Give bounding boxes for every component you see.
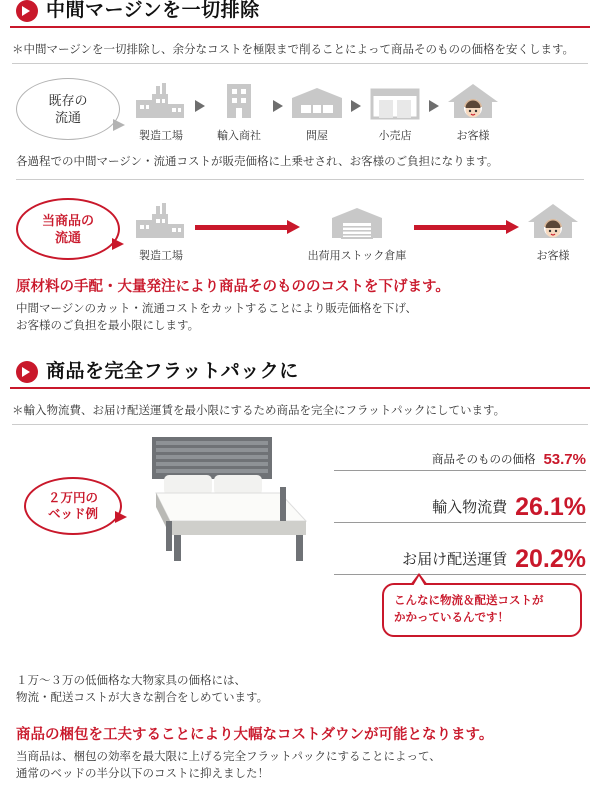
flow-node-label: 問屋 [306, 130, 328, 142]
arrow-right-red-icon [195, 222, 300, 232]
flow-node-label: 製造工場 [139, 130, 183, 142]
section2-note: ＊輸入物流費、お届け配送運賃を最小限にするため商品を完全にフラットパックにしています。 [12, 402, 588, 425]
cost-callout-line1: こんなに物流＆配送コストが [394, 595, 544, 607]
house-customer-icon [444, 78, 502, 122]
bed-photo [130, 435, 320, 580]
cost-callout-line2: かかっているんです！ [394, 612, 509, 624]
flow-node [130, 78, 192, 143]
bubble-tail-icon [113, 119, 125, 131]
flow-node [130, 198, 192, 263]
section2-header [10, 361, 590, 389]
arrow-right-red-icon [414, 222, 519, 232]
flow-node [364, 78, 426, 143]
bed-example-line1: ２万円の [47, 491, 98, 505]
section1-header [10, 0, 590, 28]
section1-title: 中間マージンを一切排除 [46, 0, 260, 21]
existing-flow-bubble-line1: 既存の [48, 93, 88, 108]
factory-icon [132, 198, 190, 242]
our-flow-bubble-line2: 流通 [54, 230, 81, 245]
section2-note-line1: １万〜３万の低価格な大物家具の価格には、 [16, 675, 246, 687]
flow-node [522, 198, 584, 263]
our-distribution-flow [16, 198, 584, 263]
arrow-right-small-icon [429, 100, 439, 112]
cost-row [334, 535, 586, 575]
cost-label: 輸入物流費 [432, 499, 508, 516]
flow-node [286, 78, 348, 143]
flow-node-label: お客様 [456, 130, 490, 142]
cost-label: 商品そのものの価格 [431, 454, 536, 466]
existing-distribution-flow [16, 78, 584, 143]
arrow-right-small-icon [351, 100, 361, 112]
cost-row [334, 483, 586, 523]
flow-node-label: お客様 [536, 250, 570, 262]
arrow-right-icon [16, 361, 38, 383]
existing-flow-chain [120, 78, 584, 143]
our-flow-bubble [16, 198, 120, 260]
warehouse-icon [288, 78, 346, 122]
our-flow-bubble-line1: 当商品の [41, 213, 94, 228]
shop-icon [366, 78, 424, 122]
arrow-right-small-icon [195, 100, 205, 112]
house-customer-icon [524, 198, 582, 242]
section1-red-headline: 原材料の手配・大量発注により商品そのもののコストを下げます。 [16, 279, 450, 295]
factory-icon [132, 78, 190, 122]
section2-note-line2: 物流・配送コストが大きな割合をしめています。 [16, 692, 269, 704]
section2-body-line2: 通常のベッドの半分以下のコストに抑えました！ [16, 768, 269, 780]
section1-body-line1: 中間マージンのカット・流通コストをカットすることにより販売価格を下げ、 [16, 303, 417, 315]
flow-node [442, 78, 504, 143]
office-building-icon [210, 78, 268, 122]
cost-value: 53.7% [543, 451, 586, 468]
existing-flow-bubble [16, 78, 120, 140]
section2-title: 商品を完全フラットパックに [46, 361, 299, 382]
stock-warehouse-icon [328, 198, 386, 242]
section2-body-line1: 当商品は、梱包の効率を最大限に上げる完全フラットパックにすることによって、 [16, 751, 441, 763]
bed-example-bubble [24, 477, 122, 535]
flow-node-label: 出荷用ストック倉庫 [307, 250, 407, 262]
cost-value: 26.1% [515, 493, 586, 521]
cost-value: 20.2% [515, 545, 586, 573]
existing-flow-description: 各過程での中間マージン・流通コストが販売価格に上乗せされ、お客様のご負担になります。 [16, 153, 584, 180]
flow-node [208, 78, 270, 143]
existing-flow-bubble-line2: 流通 [54, 110, 81, 125]
cost-list [334, 445, 586, 575]
our-flow-chain [120, 198, 584, 263]
bubble-tail-icon [112, 238, 124, 250]
section1-body-line2: お客様のご負担を最小限にします。 [16, 320, 200, 332]
flow-node-label: 輸入商社 [217, 130, 261, 142]
section1-note: ＊中間マージンを一切排除し、余分なコストを極限まで削ることによって商品そのものの価格を安くします。 [12, 41, 588, 64]
flow-node [303, 198, 411, 263]
cost-row [334, 445, 586, 471]
cost-label: お届け配送運賃 [402, 551, 508, 568]
bubble-tail-icon [115, 511, 127, 523]
section2-red-headline: 商品の梱包を工夫することにより大幅なコストダウンが可能となります。 [16, 727, 494, 743]
arrow-right-small-icon [273, 100, 283, 112]
bed-cost-breakdown [0, 435, 600, 624]
cost-callout [382, 583, 582, 637]
arrow-right-icon [16, 0, 38, 22]
flow-node-label: 製造工場 [139, 250, 183, 262]
bed-example-line2: ベッド例 [47, 507, 98, 521]
flow-node-label: 小売店 [378, 130, 412, 142]
